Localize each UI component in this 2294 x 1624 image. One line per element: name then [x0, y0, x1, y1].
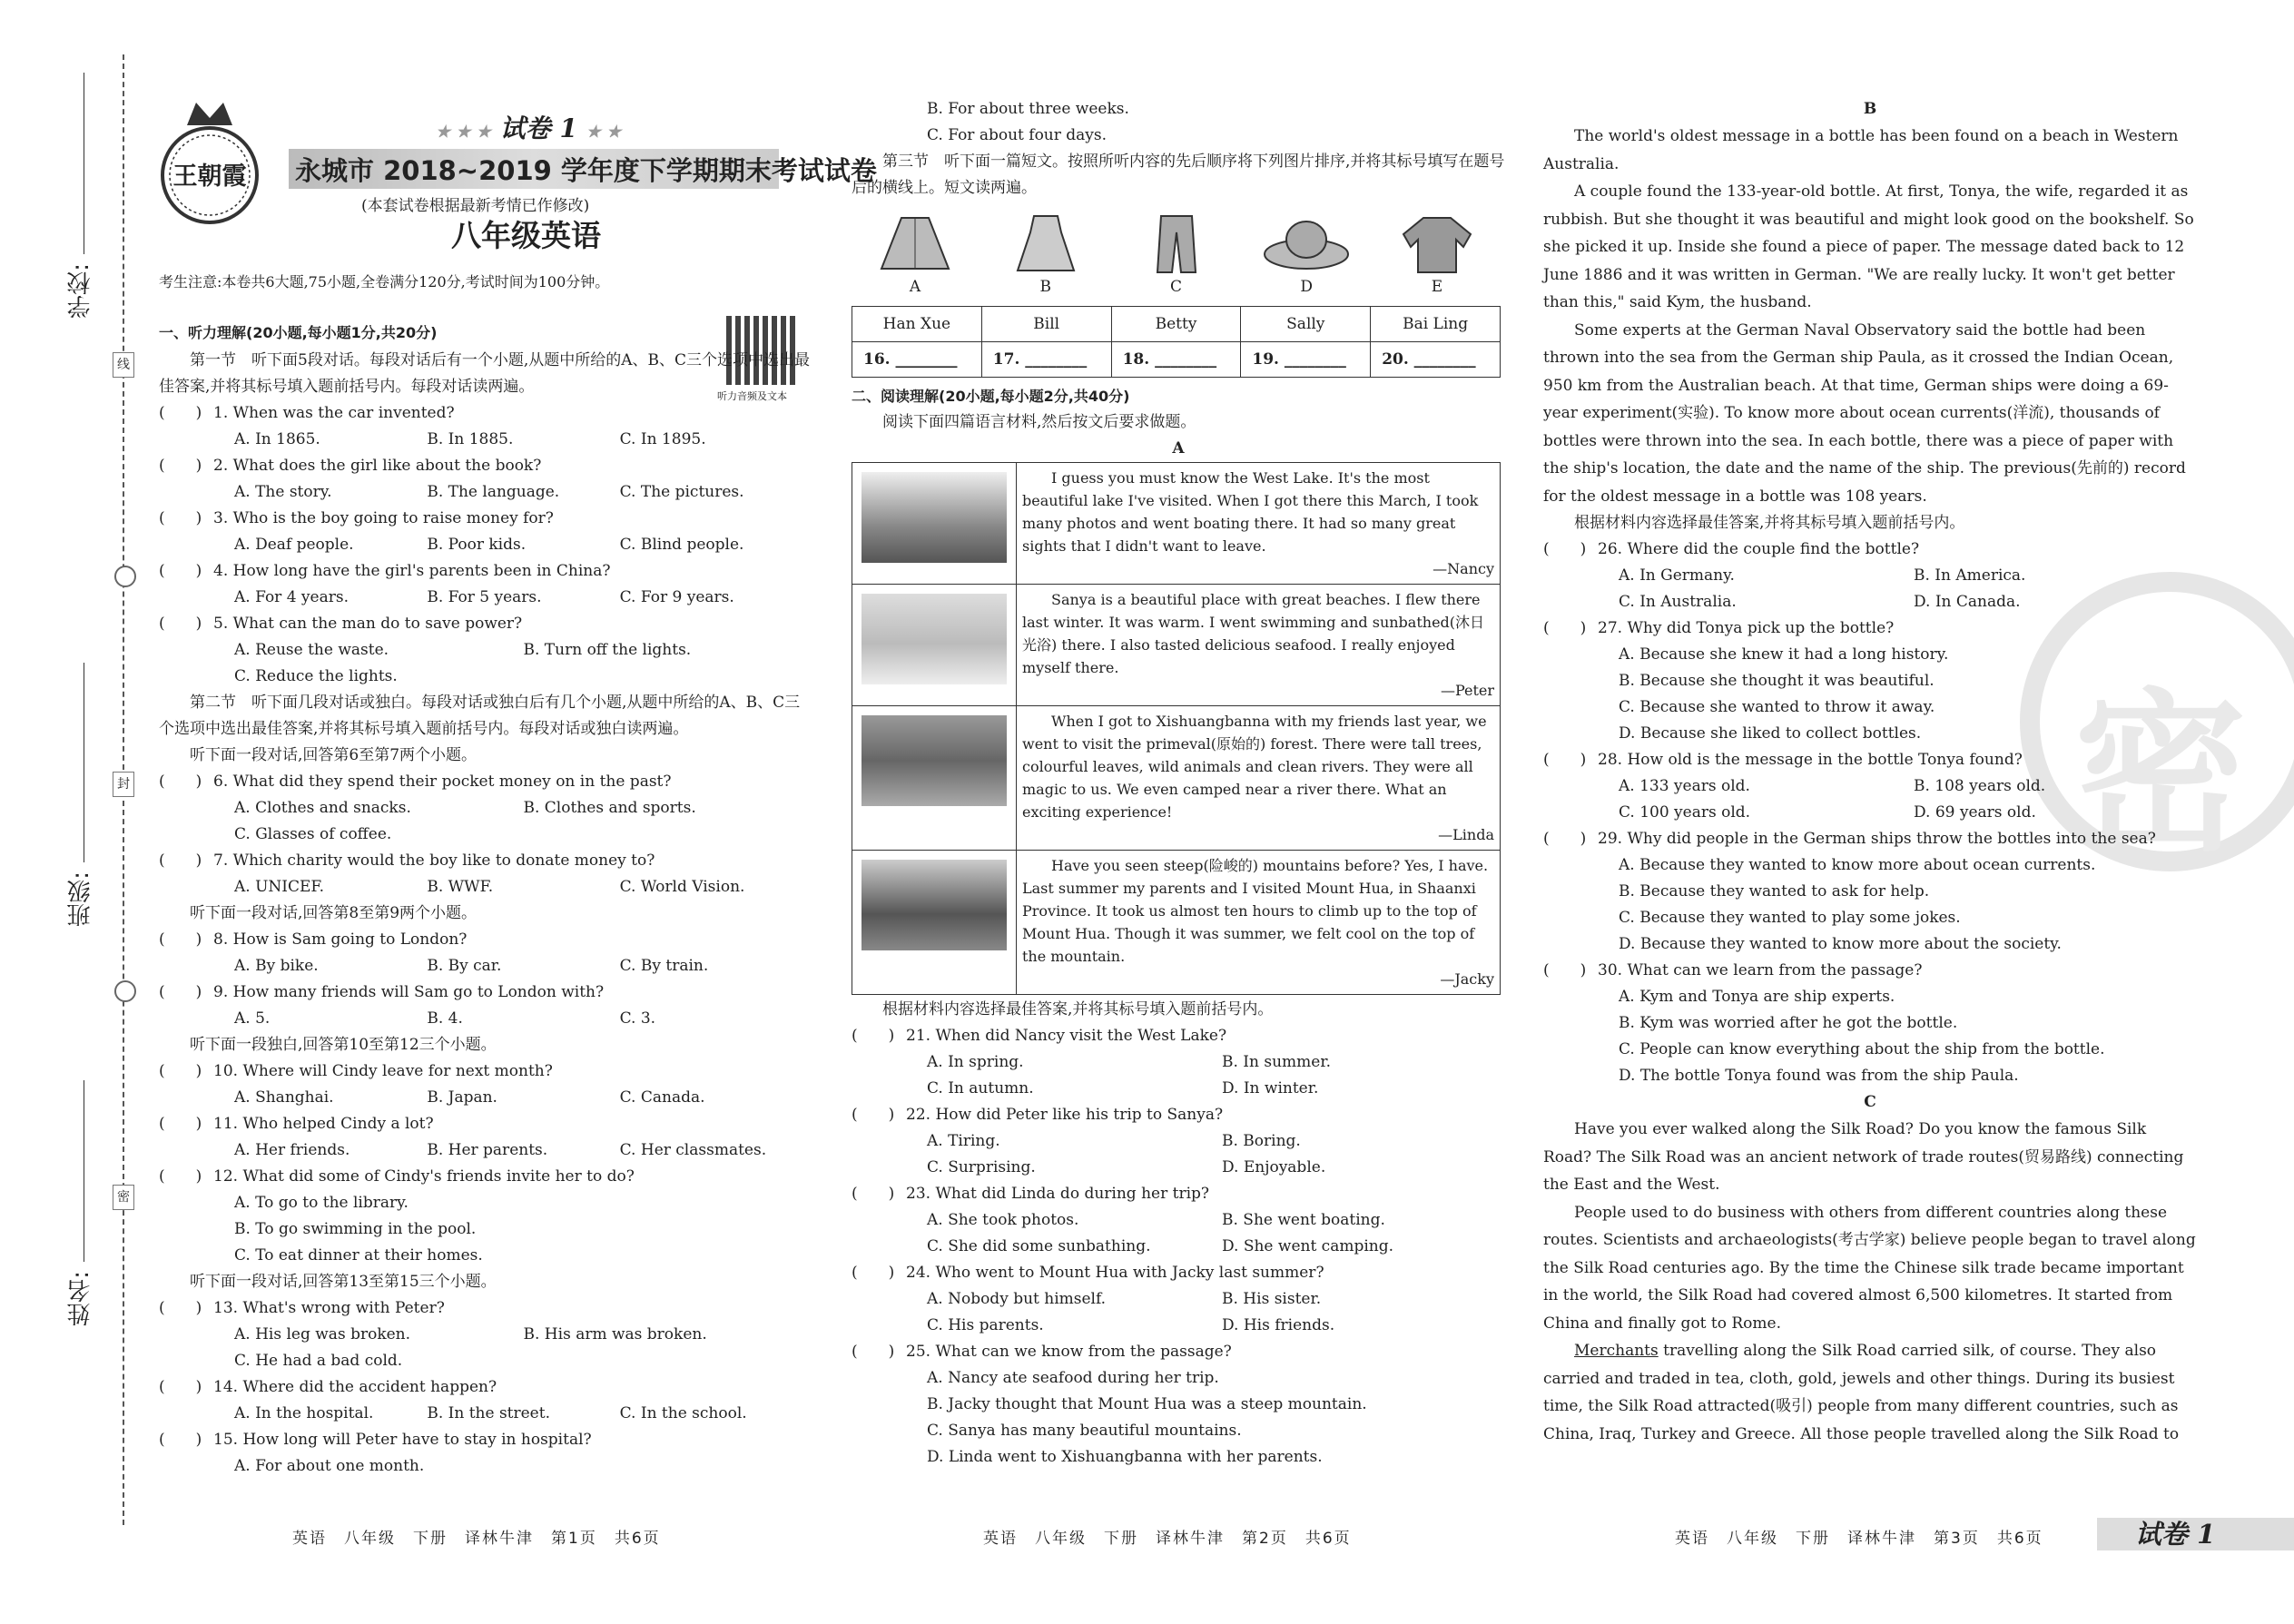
- option-row: [159, 585, 812, 611]
- passage-a-table: [852, 462, 1501, 995]
- question-2: [159, 453, 812, 479]
- side-tag-mid: 封: [113, 772, 134, 797]
- option: C. Sanya has many beautiful mountains.: [927, 1422, 1242, 1440]
- listening-q13-15: [159, 1295, 812, 1480]
- option-row: [159, 1085, 812, 1111]
- option: C. To eat dinner at their homes.: [234, 1246, 483, 1265]
- name-label: 姓名:: [67, 1271, 94, 1326]
- question-text: 7. Which charity would the boy like to donate money to?: [213, 851, 655, 870]
- option: B. To go swimming in the pool.: [234, 1220, 477, 1238]
- answer-bracket[interactable]: ( ): [159, 562, 202, 580]
- option: B. Her parents.: [427, 1141, 548, 1159]
- option: B. In summer.: [1222, 1053, 1332, 1071]
- part3-intro: 第三节 听下面一篇短文。按照所听内容的先后顺序将下列图片排序,并将其标号填写在题号后的横线上。短文读两遍。: [852, 153, 1505, 197]
- question-12: [159, 1164, 812, 1190]
- listening-q8-9: [159, 927, 812, 1032]
- answer-bracket[interactable]: ( ): [159, 404, 202, 422]
- option: C. He had a bad cold.: [234, 1352, 403, 1370]
- names-row: [852, 307, 1501, 342]
- question-text: 21. When did Nancy visit the West Lake?: [906, 1027, 1227, 1045]
- option: C. She did some sunbathing.: [927, 1237, 1151, 1255]
- blanks-row: [852, 342, 1501, 378]
- figure-a: A: [852, 214, 979, 300]
- option-row: [1543, 773, 2197, 800]
- option-row: [852, 1234, 1505, 1260]
- question-text: 25. What can we know from the passage?: [906, 1343, 1232, 1361]
- passage-c-label: C: [1864, 1093, 1876, 1111]
- question-9: [159, 979, 812, 1006]
- footer-page-1: 英语 八年级 下册 译林牛津 第1页 共6页: [292, 1530, 661, 1548]
- option: D. Because she liked to collect bottles.: [1619, 724, 1922, 743]
- option: B. In the street.: [427, 1404, 550, 1422]
- option-row: [852, 1076, 1505, 1102]
- question-text: 22. How did Peter like his trip to Sanya?: [906, 1106, 1224, 1124]
- option: C. Canada.: [619, 1088, 705, 1107]
- passage-text-cell: [1017, 585, 1501, 706]
- answer-bracket[interactable]: ( ): [159, 930, 202, 949]
- question-8: [159, 927, 812, 953]
- listening-part1: [159, 400, 812, 690]
- option: C. World Vision.: [619, 878, 745, 896]
- question-21: [852, 1023, 1505, 1049]
- passage-b-label: B: [1863, 100, 1877, 118]
- side-tag-bot: 密: [113, 1185, 134, 1210]
- option: A. Because she knew it had a long history.: [1619, 645, 1949, 664]
- landscape-photo: [861, 860, 1007, 950]
- question-text: 5. What can the man do to save power?: [213, 615, 523, 633]
- passage-signature: —Nancy: [1433, 560, 1494, 577]
- question-30: [1543, 958, 2197, 984]
- passage-text: Have you seen steep(险峻的) mountains before? Yes, I have. Last summer my parents and I visited Mount Hua, in Shaanxi Province. It took us almost ten hours to climb up to the top of Mount Hua. Though it was summer, we felt cool on the top of the mountain.: [1022, 857, 1489, 965]
- question-23: [852, 1181, 1505, 1207]
- option: C. Blind people.: [619, 536, 744, 554]
- option: A. UNICEF.: [234, 878, 324, 896]
- listening-q10-12: [159, 1058, 812, 1269]
- option-row: [159, 427, 812, 453]
- option-row: [852, 1286, 1505, 1313]
- passage-row: [852, 463, 1501, 585]
- exam-subtitle: (本套试卷根据最新考情已作修改): [361, 197, 590, 215]
- option: B. Clothes and sports.: [523, 799, 696, 817]
- option: A. The story.: [234, 483, 332, 501]
- option: A. Nancy ate seafood during her trip.: [927, 1369, 1219, 1387]
- answer-bracket[interactable]: ( ): [1543, 619, 1587, 637]
- option: C. The pictures.: [619, 483, 744, 501]
- answer-blank[interactable]: 16. ________: [852, 342, 982, 378]
- column-2: [852, 96, 1505, 1471]
- answer-bracket[interactable]: ( ): [1543, 540, 1587, 558]
- choose-intro-a: 根据材料内容选择最佳答案,并将其标号填入题前括号内。: [882, 1000, 1274, 1019]
- publisher-logo: [160, 98, 260, 231]
- question-28: [1543, 747, 2197, 773]
- question-text: 30. What can we learn from the passage?: [1598, 961, 1923, 979]
- landscape-photo: [861, 715, 1007, 806]
- landscape-photo: [861, 472, 1007, 563]
- figure-c: C: [1113, 214, 1240, 300]
- passage-row: [852, 585, 1501, 706]
- listening-q6-7: [159, 769, 812, 901]
- option: B. Boring.: [1222, 1132, 1301, 1150]
- passage-photo-cell: [852, 585, 1017, 706]
- option: B. Because she thought it was beautiful.: [1619, 672, 1935, 690]
- answer-bracket[interactable]: ( ): [852, 1106, 895, 1124]
- option: C. 3.: [619, 1009, 656, 1028]
- question-3: [159, 506, 812, 532]
- answer-bracket[interactable]: ( ): [159, 509, 202, 527]
- option: C. His parents.: [927, 1316, 1044, 1334]
- answer-bracket[interactable]: ( ): [159, 615, 202, 633]
- passage-c-p2: People used to do business with others from different countries along these routes. Scientists and archaeologists(考古学家) believe people began to travel along the Silk Road centuries ago. By the time the Chinese silk trade became important in the world, the Silk Road had covered almost 6,500 kilometres. It started from China and finally got to Rome.: [1543, 1203, 2196, 1333]
- option: A. Shanghai.: [234, 1088, 334, 1107]
- option: C. 100 years old.: [1619, 803, 1751, 822]
- q15-option-c: C. For about four days.: [927, 126, 1108, 144]
- option: C. In Australia.: [1619, 593, 1737, 611]
- option-row: [159, 795, 812, 822]
- question-15: [159, 1427, 812, 1453]
- answer-bracket[interactable]: ( ): [159, 457, 202, 475]
- paper-badge: ★ ★ ★ 试卷 1 ★ ★: [436, 113, 622, 143]
- question-10: [159, 1058, 812, 1085]
- section-listening-title: 一、听力理解(20小题,每小题1分,共20分): [159, 324, 438, 341]
- option-row: [1543, 800, 2197, 826]
- question-text: 28. How old is the message in the bottle Tonya found?: [1598, 751, 2023, 769]
- question-text: 6. What did they spend their pocket money on in the past?: [213, 773, 672, 791]
- question-text: 1. When was the car invented?: [213, 404, 455, 422]
- option: A. She took photos.: [927, 1211, 1079, 1229]
- option: B. Because they wanted to ask for help.: [1619, 882, 1930, 901]
- passage-text: When I got to Xishuangbanna with my friends last year, we went to visit the primeval(原始的) forest. There were tall trees, colourful leaves, wild animals and clean rivers. They were all magic to us. We even camped near a river there. What an exciting experience!: [1022, 713, 1487, 821]
- option: B. By car.: [427, 957, 502, 975]
- question-text: 24. Who went to Mount Hua with Jacky last summer?: [906, 1264, 1324, 1282]
- option: D. His friends.: [1222, 1316, 1335, 1334]
- question-text: 3. Who is the boy going to raise money for?: [213, 509, 554, 527]
- student-name: Bai Ling: [1371, 307, 1501, 342]
- answer-bracket[interactable]: ( ): [852, 1185, 895, 1203]
- option: A. 5.: [234, 1009, 271, 1028]
- trousers-icon: [1136, 214, 1217, 274]
- option: C. By train.: [619, 957, 709, 975]
- passage-b-p2: A couple found the 133-year-old bottle. At first, Tonya, the wife, regarded it as rubbish. But she thought it was beautiful and might look good on the bookshelf. So she picked it up. Inside she found a piece of paper. The message dated back to 12 June 1886 and it was written in German. "We are really lucky. It won't get better than this," said Kym, the husband.: [1543, 182, 2194, 311]
- option: C. In the school.: [619, 1404, 747, 1422]
- student-name: Han Xue: [852, 307, 982, 342]
- merchants-word: Merchants: [1574, 1342, 1659, 1360]
- option-row: [1543, 563, 2197, 589]
- part2-intro: 第二节 听下面几段对话或独白。每段对话或独白后有几个小题,从题中所给的A、B、C三个选项中选出最佳答案,并将其标号填入题前括号内。每段对话或独白读两遍。: [159, 694, 801, 738]
- option: A. In 1865.: [234, 430, 320, 448]
- option: B. His sister.: [1222, 1290, 1322, 1308]
- reading-intro: 阅读下面四篇语言材料,然后按文后要求做题。: [882, 413, 1196, 431]
- option: A. Because they wanted to know more about ocean currents.: [1619, 856, 2096, 874]
- option: D. The bottle Tonya found was from the ship Paula.: [1619, 1067, 2019, 1085]
- option-row: [852, 1049, 1505, 1076]
- option-row: [852, 1128, 1505, 1155]
- answer-blank[interactable]: 20. ________: [1371, 342, 1501, 378]
- option: C. People can know everything about the ship from the bottle.: [1619, 1040, 2105, 1058]
- option: B. The language.: [427, 483, 560, 501]
- option: B. WWF.: [427, 878, 494, 896]
- option: D. Because they wanted to know more about the society.: [1619, 935, 2062, 953]
- option-row: [852, 1313, 1505, 1339]
- question-text: 10. Where will Cindy leave for next month?: [213, 1062, 553, 1080]
- option: C. Glasses of coffee.: [234, 825, 392, 843]
- option: A. In Germany.: [1619, 566, 1735, 585]
- question-text: 15. How long will Peter have to stay in hospital?: [213, 1431, 592, 1449]
- ordering-table: [852, 306, 1501, 378]
- question-29: [1543, 826, 2197, 852]
- passage-text: Sanya is a beautiful place with great beaches. I flew there last winter. It was warm. I went swimming and sunbathed(沐日光浴) there. I also tasted delicious seafood. I really enjoyed myself there.: [1022, 591, 1485, 676]
- option: D. Linda went to Xishuangbanna with her parents.: [927, 1448, 1323, 1466]
- passage-row: [852, 706, 1501, 851]
- question-11: [159, 1111, 812, 1137]
- jacket-icon: [1396, 214, 1478, 274]
- option-row: [159, 1401, 812, 1427]
- skirt-icon: [874, 214, 956, 274]
- option-row: [852, 1207, 1505, 1234]
- clothing-figures: [852, 214, 1501, 300]
- option: A. Reuse the waste.: [234, 641, 389, 659]
- question-text: 26. Where did the couple find the bottle?: [1598, 540, 1920, 558]
- option-row: [159, 953, 812, 979]
- answer-bracket[interactable]: ( ): [852, 1027, 895, 1045]
- answer-bracket[interactable]: ( ): [852, 1264, 895, 1282]
- option: B. Poor kids.: [427, 536, 527, 554]
- question-22: [852, 1102, 1505, 1128]
- option-row: [852, 1155, 1505, 1181]
- footer-page-3: 英语 八年级 下册 译林牛津 第3页 共6页: [1675, 1530, 2043, 1548]
- secret-stamp-char: 密: [2074, 674, 2248, 874]
- option: C. Her classmates.: [619, 1141, 767, 1159]
- question-26: [1543, 536, 2197, 563]
- question-27: [1543, 615, 2197, 642]
- figure-b: B: [982, 214, 1109, 300]
- side-tag-top: 线: [113, 352, 134, 378]
- question-text: 4. How long have the girl's parents been in China?: [213, 562, 611, 580]
- passage-row: [852, 851, 1501, 995]
- passage-photo-cell: [852, 463, 1017, 585]
- option: D. She went camping.: [1222, 1237, 1394, 1255]
- passage-signature: —Linda: [1438, 826, 1494, 843]
- option-row: [159, 874, 812, 901]
- passage-signature: —Jacky: [1440, 970, 1494, 988]
- star-icon: ★ ★: [586, 123, 622, 142]
- passage-b-p3: Some experts at the German Naval Observatory said the bottle had been thrown into the sea from the German ship Paula, as it crossed the Indian Ocean, 950 km from the Australian beach. At that time, German ships were doing a 69-year experiment(实验). To know more about ocean currents(洋流), thousands of bottles were thrown into the sea. In each bottle, there was a piece of paper with the ship's location, the date and the name of the ship. The previous(先前的) record for the oldest message in a bottle was 108 years.: [1543, 320, 2186, 506]
- option-row: [159, 1006, 812, 1032]
- option: B. She went boating.: [1222, 1211, 1385, 1229]
- option: D. In winter.: [1222, 1079, 1319, 1097]
- option: A. Nobody but himself.: [927, 1290, 1107, 1308]
- reading-b-questions: [1543, 536, 2197, 1089]
- option: A. In the hospital.: [234, 1404, 374, 1422]
- section-reading-title: 二、阅读理解(20小题,每小题2分,共40分): [852, 388, 1130, 405]
- option: A. Deaf people.: [234, 536, 354, 554]
- option: B. Jacky thought that Mount Hua was a steep mountain.: [927, 1395, 1367, 1413]
- question-6: [159, 769, 812, 795]
- question-14: [159, 1374, 812, 1401]
- answer-blank[interactable]: 17. ________: [981, 342, 1111, 378]
- option: B. 4.: [427, 1009, 463, 1028]
- option: A. Her friends.: [234, 1141, 350, 1159]
- logo-text: 王朝霞: [172, 162, 247, 191]
- option: B. Turn off the lights.: [523, 641, 692, 659]
- option: B. In America.: [1914, 566, 2026, 585]
- q15-option-b: B. For about three weeks.: [927, 100, 1129, 118]
- question-text: 13. What's wrong with Peter?: [213, 1299, 445, 1317]
- answer-bracket[interactable]: ( ): [1543, 830, 1587, 848]
- question-13: [159, 1295, 812, 1322]
- passage-text: I guess you must know the West Lake. It's the most beautiful lake I've visited. When I got there this March, I took many photos and went boating there. It had so many great sights that I didn't want to leave.: [1022, 469, 1479, 555]
- dress-icon: [1005, 214, 1087, 274]
- side-circle-1: [114, 566, 136, 587]
- part1-intro: 第一节 听下面5段对话。每段对话后有一个小题,从题中所给的A、B、C三个选项中选出最佳答案,并将其标号填入题前括号内。每段对话读两遍。: [159, 351, 810, 396]
- question-text: 8. How is Sam going to London?: [213, 930, 468, 949]
- hint-8-9: 听下面一段对话,回答第8至第9两个小题。: [190, 904, 478, 922]
- column-1: [159, 320, 812, 1480]
- answer-bracket[interactable]: ( ): [159, 983, 202, 1001]
- option: B. His arm was broken.: [523, 1325, 707, 1343]
- answer-bracket[interactable]: ( ): [159, 1115, 202, 1133]
- question-text: 12. What did some of Cindy's friends invite her to do?: [213, 1167, 635, 1186]
- option: A. By bike.: [234, 957, 319, 975]
- option: B. In 1885.: [427, 430, 514, 448]
- hint-13-15: 听下面一段对话,回答第13至第15三个小题。: [190, 1273, 497, 1291]
- figure-e: E: [1373, 214, 1501, 300]
- star-icon: ★ ★ ★: [436, 123, 491, 142]
- footer-badge: 试卷 1: [2135, 1519, 2216, 1550]
- option: A. To go to the library.: [234, 1194, 409, 1212]
- question-24: [852, 1260, 1505, 1286]
- option: C. For 9 years.: [619, 588, 734, 606]
- option: A. Kym and Tonya are ship experts.: [1619, 988, 1895, 1006]
- option: A. In spring.: [927, 1053, 1024, 1071]
- student-name: Sally: [1241, 307, 1371, 342]
- question-text: 29. Why did people in the German ships throw the bottles into the sea?: [1598, 830, 2156, 848]
- option-row: [159, 637, 812, 664]
- student-name: Betty: [1111, 307, 1241, 342]
- passage-c-p1: Have you ever walked along the Silk Road? Do you know the famous Silk Road? The Silk Road was an ancient network of trade routes(贸易路线) connecting the East and the West.: [1543, 1120, 2184, 1194]
- passage-text-cell: [1017, 463, 1501, 585]
- option: D. Enjoyable.: [1222, 1158, 1326, 1176]
- option: A. For 4 years.: [234, 588, 349, 606]
- side-circle-2: [114, 980, 136, 1002]
- question-text: 14. Where did the accident happen?: [213, 1378, 497, 1396]
- option: B. 108 years old.: [1914, 777, 2046, 795]
- passage-c-p3: Merchants travelling along the Silk Road carried silk, of course. They also carried and traded in tea, cloth, gold, jewels and other things. During its busiest time, the Silk Road attracted(吸引) people from many different countries, such as China, Iraq, Turkey and Greece. All those people travelled along the Silk Road to: [1543, 1342, 2180, 1443]
- option: A. 133 years old.: [1619, 777, 1750, 795]
- passage-text-cell: [1017, 706, 1501, 851]
- option: B. For 5 years.: [427, 588, 542, 606]
- question-text: 2. What does the girl like about the book?: [213, 457, 542, 475]
- passage-a-label: A: [1172, 439, 1185, 458]
- option-row: [159, 1137, 812, 1164]
- passage-photo-cell: [852, 851, 1017, 995]
- figure-d: D: [1243, 214, 1370, 300]
- option: A. For about one month.: [234, 1457, 425, 1475]
- subject-title: 八年级英语: [451, 218, 601, 253]
- answer-bracket[interactable]: ( ): [159, 1378, 202, 1396]
- option: D. 69 years old.: [1914, 803, 2036, 822]
- option: C. Reduce the lights.: [234, 667, 398, 685]
- passage-photo-cell: [852, 706, 1017, 851]
- footer-page-2: 英语 八年级 下册 译林牛津 第2页 共6页: [983, 1530, 1352, 1548]
- answer-bracket[interactable]: ( ): [159, 1431, 202, 1449]
- option: B. Kym was worried after he got the bottle.: [1619, 1014, 1958, 1032]
- answer-blank[interactable]: 18. ________: [1111, 342, 1241, 378]
- option: C. Surprising.: [927, 1158, 1036, 1176]
- question-5: [159, 611, 812, 637]
- reading-a-questions: [852, 1023, 1505, 1471]
- answer-bracket[interactable]: ( ): [159, 1062, 202, 1080]
- option-row: [159, 532, 812, 558]
- question-25: [852, 1339, 1505, 1365]
- answer-blank[interactable]: 19. ________: [1241, 342, 1371, 378]
- answer-bracket[interactable]: ( ): [1543, 961, 1587, 979]
- landscape-photo: [861, 594, 1007, 684]
- hint-10-12: 听下面一段独白,回答第10至第12三个小题。: [190, 1036, 497, 1054]
- school-label: 学校:: [67, 263, 94, 319]
- question-7: [159, 848, 812, 874]
- option: A. Tiring.: [927, 1132, 1000, 1150]
- option: A. His leg was broken.: [234, 1325, 411, 1343]
- qr-caption: 听力音频及文本: [717, 390, 787, 402]
- passage-signature: —Peter: [1440, 682, 1494, 699]
- answer-bracket[interactable]: ( ): [1543, 751, 1587, 769]
- option-row: [159, 1322, 812, 1348]
- exam-title: 永城市 2018~2019 学年度下学期期末考试试卷: [295, 155, 877, 186]
- student-name: Bill: [981, 307, 1111, 342]
- question-text: 11. Who helped Cindy a lot?: [213, 1115, 434, 1133]
- question-1: [159, 400, 812, 427]
- option: D. In Canada.: [1914, 593, 2021, 611]
- option: A. Clothes and snacks.: [234, 799, 411, 817]
- option: C. Because they wanted to play some jokes.: [1619, 909, 1961, 927]
- option: B. Japan.: [427, 1088, 497, 1107]
- answer-bracket[interactable]: ( ): [159, 851, 202, 870]
- class-label: 班级:: [67, 871, 94, 927]
- option-row: [159, 479, 812, 506]
- answer-bracket[interactable]: ( ): [159, 773, 202, 791]
- option: C. Because she wanted to throw it away.: [1619, 698, 1935, 716]
- question-text: 9. How many friends will Sam go to London with?: [213, 983, 605, 1001]
- question-text: 27. Why did Tonya pick up the bottle?: [1598, 619, 1895, 637]
- choose-intro-b: 根据材料内容选择最佳答案,并将其标号填入题前括号内。: [1574, 514, 1965, 532]
- option: C. In autumn.: [927, 1079, 1034, 1097]
- column-3: [1543, 96, 2197, 1448]
- hint-6-7: 听下面一段对话,回答第6至第7两个小题。: [190, 746, 478, 764]
- passage-text-cell: [1017, 851, 1501, 995]
- question-text: 23. What did Linda do during her trip?: [906, 1185, 1210, 1203]
- option-row: [1543, 589, 2197, 615]
- question-4: [159, 558, 812, 585]
- hat-icon: [1261, 214, 1352, 274]
- answer-bracket[interactable]: ( ): [159, 1167, 202, 1186]
- answer-bracket[interactable]: ( ): [852, 1343, 895, 1361]
- exam-notice: 考生注意:本卷共6大题,75小题,全卷满分120分,考试时间为100分钟。: [159, 273, 610, 290]
- passage-b-p1: The world's oldest message in a bottle has been found on a beach in Western Australia.: [1543, 127, 2179, 173]
- option: C. In 1895.: [619, 430, 706, 448]
- answer-bracket[interactable]: ( ): [159, 1299, 202, 1317]
